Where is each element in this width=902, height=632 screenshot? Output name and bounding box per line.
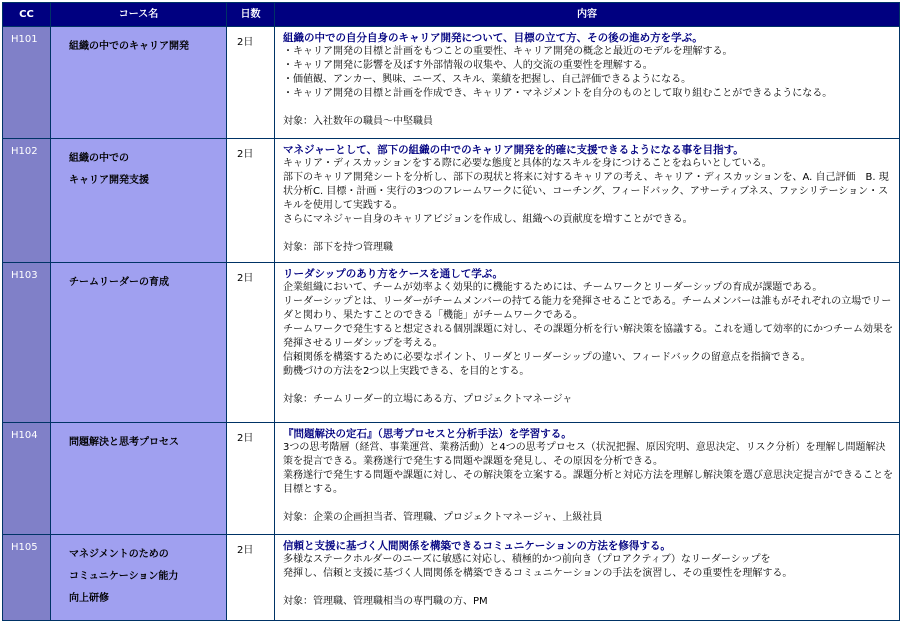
course-days: 2日 <box>227 423 275 535</box>
course-content <box>275 139 900 263</box>
course-code: H101 <box>3 27 51 139</box>
content-line: チームワークで発生すると想定される個別課題に対し、その課題分析を行い解決策を協議する。これを通して効率的にかつチーム効果を発揮させるリーダシップを考える。 <box>283 324 893 349</box>
course-days: 2日 <box>227 263 275 423</box>
content-heading: 組織の中での自分自身のキャリア開発について、目標の立て方、その後の進め方を学ぶ。 <box>283 32 703 44</box>
content-line: 部下のキャリア開発シートを分析し、部下の現状と将来に対するキャリアの考え、キャリア・ディスカッションを、A. 自己評価 B. 現状分析C. 目標・計画・実行の3つのフレームワークに従い、コーチング、フィードバック、アサーティブネス、ファシリテーション・スキルを使用して実践する。 <box>283 172 889 211</box>
course-name-line: 向上研修 <box>69 593 109 604</box>
content-line: 業務遂行で発生する問題や課題に対し、その解決策を立案する。課題分析と対応方法を理解し解決策を選び意思決定提言ができることを目標とする。 <box>283 470 893 495</box>
content-line: ・キャリア開発に影響を及ぼす外部情報の収集や、人的交流の重要性を理解する。 <box>283 60 653 71</box>
course-content <box>275 263 900 423</box>
content-line: リーダーシップとは、リーダーがチームメンバーの持てる能力を発揮させることである。チームメンバーは誰もがそれぞれの立場でリーダと関わり、果たすことのできる「機能」がチームワークである。 <box>283 296 892 321</box>
header-row <box>3 3 900 27</box>
table-row <box>3 139 900 263</box>
course-content <box>275 535 900 621</box>
course-name <box>51 139 227 263</box>
course-name-line: コミュニケーション能力 <box>69 571 179 582</box>
header-days: 日数 <box>227 3 275 27</box>
course-name-line: チームリーダーの育成 <box>69 277 169 288</box>
content-target: 対象：部下を持つ管理職 <box>283 242 393 253</box>
course-code: H103 <box>3 263 51 423</box>
table-row <box>3 535 900 621</box>
course-code: H104 <box>3 423 51 535</box>
content-heading: 『問題解決の定石』（思考プロセスと分析手法）を学習する。 <box>283 428 572 440</box>
content-line: 多様なステークホルダーのニーズに敏感に対応し、積極的かつ前向き（プロアクティブ）なリーダーシップを <box>283 554 771 565</box>
course-name-line: キャリア開発支援 <box>69 175 149 186</box>
course-name-line: 組織の中でのキャリア開発 <box>69 41 189 52</box>
content-target: 対象：企業の企画担当者、管理職、プロジェクトマネージャ、上級社員 <box>283 512 603 523</box>
header-content: 内容 <box>275 3 900 27</box>
header-course-name: コース名 <box>51 3 227 27</box>
content-heading: マネジャーとして、部下の組織の中でのキャリア開発を的確に支援できるようになる事を目指す。 <box>283 144 744 156</box>
course-name <box>51 535 227 621</box>
course-name-line: マネジメントのための <box>69 549 169 560</box>
course-name-line: 組織の中での <box>69 153 129 164</box>
content-line: ・キャリア開発の目標と計画を作成でき、キャリア・マネジメントを自分のものとして取り組むことができるようになる。 <box>283 88 833 99</box>
header-cc: CC <box>3 3 51 27</box>
content-target: 対象：入社数年の職員～中堅職員 <box>283 116 433 127</box>
course-table <box>2 2 900 621</box>
content-line: 3つの思考階層（経営、事業運営、業務活動）と4つの思考プロセス（状況把握、原因究明、意思決定、リスク分析）を理解し問題解決策を提言できる。業務遂行で発生する問題や課題を発見し、その原因を分析できる。 <box>283 442 886 467</box>
content-line: さらにマネジャー自身のキャリアビジョンを作成し、組織への貢献度を増すことができる。 <box>283 214 693 225</box>
content-line: ・キャリア開発の目標と計画をもつことの重要性、キャリア開発の概念と最近のモデルを理解する。 <box>283 46 733 57</box>
course-days: 2日 <box>227 27 275 139</box>
course-days: 2日 <box>227 139 275 263</box>
content-line: ・価値観、アンカー、興味、ニーズ、スキル、業績を把握し、自己評価できるようになる。 <box>283 74 692 85</box>
course-content <box>275 423 900 535</box>
course-name <box>51 27 227 139</box>
course-code: H105 <box>3 535 51 621</box>
content-target: 対象：管理職、管理職相当の専門職の方、PM <box>283 596 488 607</box>
course-content <box>275 27 900 139</box>
content-line: 動機づけの方法を2つ以上実践できる、を目的とする。 <box>283 366 530 377</box>
table-row <box>3 423 900 535</box>
content-line: 発揮し、信頼と支援に基づく人間関係を構築できるコミュニケーションの手法を演習し、その重要性を理解する。 <box>283 568 793 579</box>
course-name-line: 問題解決と思考プロセス <box>69 437 179 448</box>
course-days: 2日 <box>227 535 275 621</box>
content-heading: リーダシップのあり方をケースを通して学ぶ。 <box>283 268 503 280</box>
content-heading: 信頼と支援に基づく人間関係を構築できるコミュニケーションの方法を修得する。 <box>283 540 671 552</box>
content-line: キャリア・ディスカッションをする際に必要な態度と具体的なスキルを身につけることをねらいとしている。 <box>283 158 772 169</box>
course-name <box>51 423 227 535</box>
table-row <box>3 263 900 423</box>
course-name <box>51 263 227 423</box>
content-line: 信頼関係を構築するために必要なポイント、リーダとリーダーシップの違い、フィードバックの留意点を指摘できる。 <box>283 352 811 363</box>
course-code: H102 <box>3 139 51 263</box>
content-line: 企業組織において、チームが効率よく効果的に機能するためには、チームワークとリーダーシップの育成が課題である。 <box>283 282 823 293</box>
table-row <box>3 27 900 139</box>
content-target: 対象：チームリーダー的立場にある方、プロジェクトマネージャ <box>283 394 573 405</box>
